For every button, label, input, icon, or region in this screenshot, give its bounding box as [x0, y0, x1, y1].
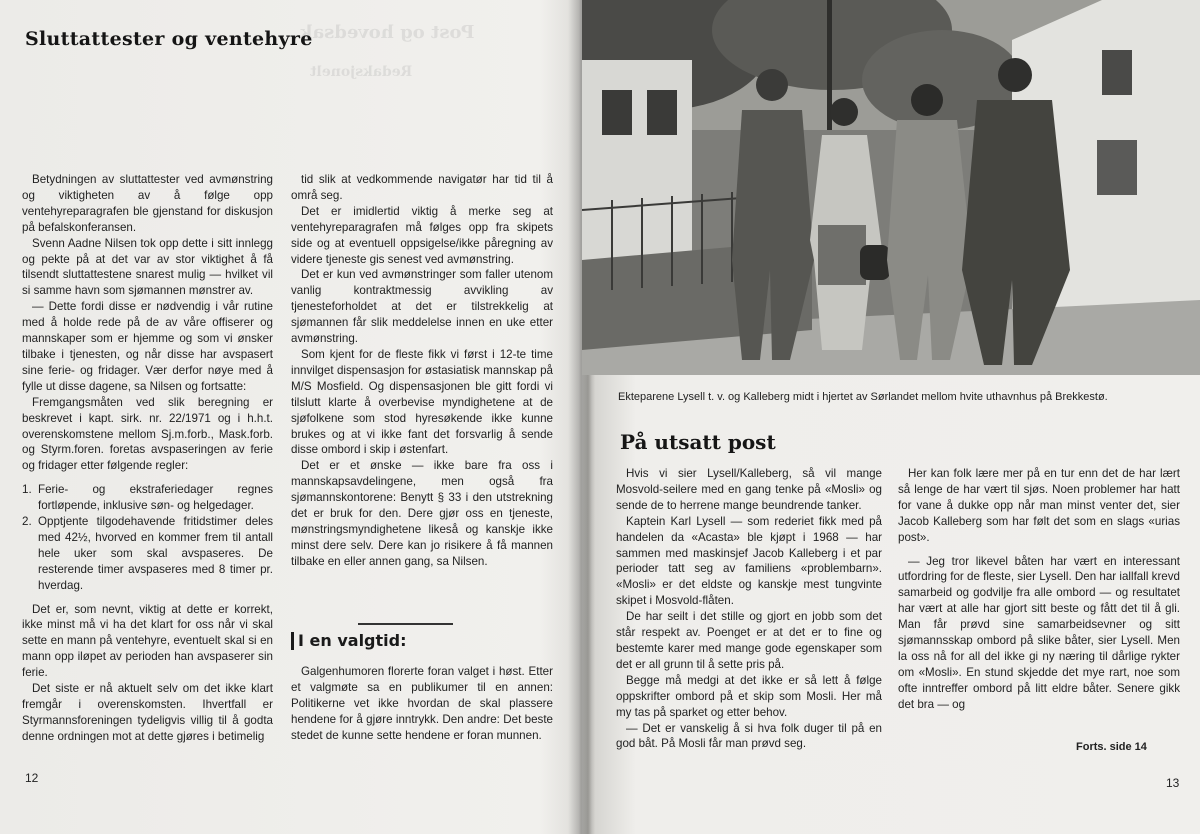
list-number: 1.	[22, 483, 32, 497]
paragraph: Galgenhumoren florerte foran valget i høst. Etter et valgmøte sa en publikumer til en annen: Politikerne vet ikke hvordan de skal plassere hendene for å gjøre inntrykk. Den andre: Det beste stedet de kunne sette hendene er foran munnen.	[291, 665, 553, 742]
paragraph: Det er imidlertid viktig å merke seg at ventehyreparagrafen må følges opp fra skipets side og at eventuell oppsigelse/ikke påregning av videre tjeneste gis senest ved avmønstring.	[291, 204, 553, 266]
paragraph: — Dette fordi disse er nødvendig i vår rutine med å holde rede på de av våre offiserer og mannskaper som er hjemme og som vi ønsker tilbake i tjenesten, og når disse har avspasert sine ferie- og fridager. Vær derfor nøye med å fylle ut disse dagene, sa Nilsen og fortsatte:	[22, 300, 273, 393]
article-photo	[582, 0, 1200, 375]
photo-caption: Ekteparene Lysell t. v. og Kalleberg midt i hjertet av Sørlandet mellom hvite uthavnhus på Brekkestø.	[618, 391, 1108, 403]
right-column-1	[616, 466, 882, 752]
continued-note: Forts. side 14	[1076, 741, 1147, 753]
paragraph: Det siste er nå aktuelt selv om det ikke klart fremgår i overenskomsten. Ihvertfall er Styrmannsforeningen tydeligvis villig til å godta denne ordningen mot at dette gjøres i betimelig	[22, 682, 273, 743]
paragraph: Det er kun ved avmønstringer som faller utenom vanlig kontraktmessig avvikling av tjenesteforholdet at det er tilstrekkelig at sjømannen får slik meddelelse innen en uke etter avmønstring.	[291, 268, 553, 346]
section-divider	[358, 623, 453, 625]
paragraph: tid slik at vedkommende navigatør har tid til å områ seg.	[291, 173, 553, 202]
bleed-through-text-1: Post og hovedsak	[300, 22, 475, 43]
section-heading: I en valgtid:	[291, 632, 406, 650]
paragraph: — Jeg tror likevel båten har vært en interessant utfordring for de fleste, sier Lysell. Den har iallfall krevd samarbeid og godvilje fra alle ombord — og resultatet har vært at alle har gjort sitt beste og fått det til å gli. Man får prøvd sine samarbeidsevner og sitt sjømannsskap ombord på slike båter, sier Lysell. Men la oss nå for all del ikke gi ny næring til dårlige rykter om «Mosli». En stund skjedde det mye rart, noe som ofte inntreffer ombord på litt eldre båter. Senere gikk det bra — og	[898, 554, 1180, 711]
rules-list	[22, 482, 273, 593]
paragraph: Det er, som nevnt, viktig at dette er korrekt, ikke minst må vi ha det klart for oss når vi skal sette en mann på ventehyre, eventuelt skal si en mann opp iløpet av perioden han avspaserer sin ferie.	[22, 602, 273, 680]
paragraph: Begge må medgi at det ikke er så lett å følge oppskrifter ombord på et skip som Mosli. Her må my tas på sparket og etter behov.	[616, 673, 882, 719]
bleed-through-text-2: Redaksjonelt	[310, 64, 413, 80]
paragraph: Betydningen av sluttattester ved avmønstring og viktigheten av å følge opp ventehyreparagrafen ble gjenstand for diskusjon på befalskonferansen.	[22, 173, 273, 234]
right-column-2	[898, 466, 1180, 713]
paragraph: Som kjent for de fleste fikk vi først i 12-te time innvilget dispensasjon for østasiatisk mannskap på M/S Mosfield. Og dispensasjonen ble gitt fordi vi tilslutt klarte å overbevise myndighetene at de sjøfolkene som stod hyresøkende ikke kunne brukes og at vi ikke fant det forsvarlig å sende disse ombord i skip i østenfart.	[291, 347, 553, 457]
photo-illustration	[582, 0, 1200, 375]
paragraph: Svenn Aadne Nilsen tok opp dette i sitt innlegg og pekte på at det var av stor viktighet å få tilsendt sluttattestene snarest mulig — hvilket vil si samme havn som sjømannen mønstrer av.	[22, 236, 273, 298]
paragraph: Det er et ønske — ikke bare fra oss i mannskapsavdelingene, men også fra sjømannskontorene: Benytt § 33 i den utstrekning det er bruk for den. Dere gjør oss en tjeneste, mønstringsmyndighetene likeså og kanskje ikke minst dere selv. Dere kan jo risikere å få mannen tilbake en eller annen gang, sa Nilsen.	[291, 459, 553, 568]
list-text: Opptjente tilgodehavende fritidstimer deles med 42½, hvorved en kommer frem til antall hele uker som skal avspaseres. De resterende timer avspaseres med 8 timer pr. hverdag.	[38, 515, 273, 592]
list-item	[22, 482, 273, 514]
paragraph: — Det er vanskelig å si hva folk duger til på en god båt. På Mosli får man prøvd seg.	[616, 721, 882, 751]
page-number-left: 12	[25, 771, 39, 785]
paragraph: Kaptein Karl Lysell — som rederiet fikk med på handelen da «Acasta» ble kjøpt i 1968 — har sammen med maskinsjef Jacob Kalleberg i et par perioder tatt seg av familiens «problembarn». «Mosli» er det eldste og kanskje mest tungvinte skipet i Mosvold-flåten.	[616, 514, 882, 608]
left-column-2	[291, 172, 553, 570]
paragraph: Fremgangsmåten ved slik beregning er beskrevet i kapt. sirk. nr. 22/1971 og i h.h.t. overenskomstene mellom Sj.m.forb., Mask.forb. og Styrm.foren. foretas avspaseringen av ferie og fridager etter følgende regler:	[22, 395, 273, 473]
paragraph: De har seilt i det stille og gjort en jobb som det står respekt av. Poenget er at det er to fine og bestemte karer med mange gode egenskaper som det er all grunn til å sette pris på.	[616, 610, 882, 671]
list-text: Ferie- og ekstraferiedager regnes fortløpende, inklusive søn- og helgedager.	[38, 483, 273, 513]
left-column-1	[22, 172, 273, 745]
paragraph: Hvis vi sier Lysell/Kalleberg, så vil mange Mosvold-seilere med en gang tenke på «Mosli» og sende de to herrene mange beundrende tanker.	[616, 467, 882, 512]
left-column-2-bottom	[291, 664, 553, 744]
list-item	[22, 514, 273, 594]
list-number: 2.	[22, 515, 32, 529]
article-title-left: Sluttattester og ventehyre	[25, 28, 313, 50]
page-number-right: 13	[1166, 776, 1180, 790]
paragraph: Her kan folk lære mer på en tur enn det de har lært så lenge de har vært til sjøs. Noen problemer har hatt for vane å dukke opp når man minst venter det, sier Jacob Kalleberg som har følt det som en slags «urias post».	[898, 467, 1180, 544]
article-title-right: På utsatt post	[620, 430, 776, 454]
